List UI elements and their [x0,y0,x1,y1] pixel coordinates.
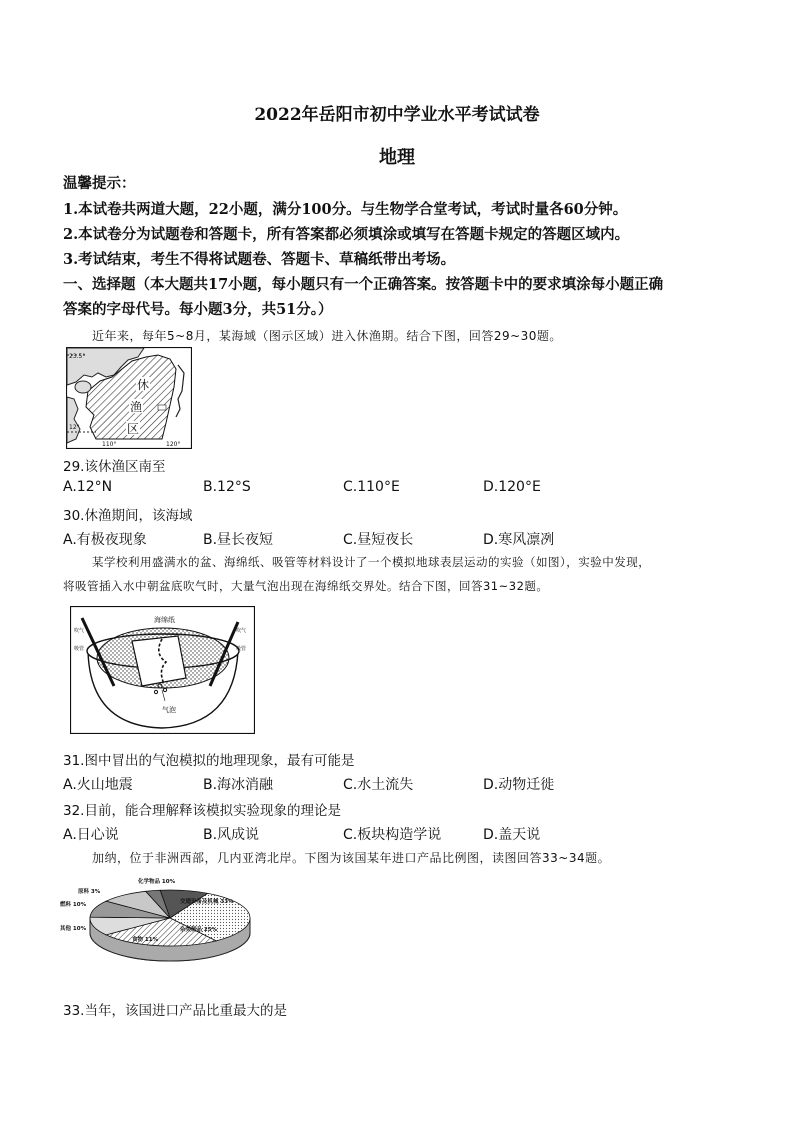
section1-heading-line2: 答案的字母代号。每小题3分，共51分。） [63,301,333,318]
label-blow-left: 吹气 [74,628,85,634]
pie-label-7: 原料 3% [78,889,101,895]
pie-label-2: 交通设备及机械 33% [180,899,234,905]
tip-1: 1.本试卷共两道大题，22小题，满分100分。与生物学合堂考试，考试时量各60分钟。 [63,201,628,218]
q31-option-d: D.动物迁徙 [483,777,555,793]
label-sponge-paper: 海绵纸 [154,616,175,624]
q30-option-d: D.寒风凛冽 [483,532,555,548]
tip-2: 2.本试卷分为试题卷和答题卡，所有答案都必须填涂或填写在答题卡规定的答题区域内。 [63,226,630,243]
subject-title: 地理 [379,147,415,168]
intro-31-32-line2: 将吸管插入水中朝盆底吹气时，大量气泡出现在海绵纸交界处。结合下图，回答31~32题。 [63,579,549,593]
question-30: 30.休渔期间，该海域 [63,508,193,524]
intro-29-30: 近年来，每年5~8月，某海域（图示区域）进入休渔期。结合下图，回答29~30题。 [92,329,562,343]
import-pie-chart [60,873,265,985]
q32-option-b: B.风成说 [203,827,260,843]
q31-option-b: B.海冰消融 [203,777,274,793]
map-zone-char-2: 渔 [130,400,143,414]
q31-option-a: A.火山地震 [63,777,133,793]
pie-label-3: 杂类制品 25% [180,927,218,933]
question-31: 31.图中冒出的气泡模拟的地理现象，最有可能是 [63,753,355,769]
q30-option-a: A.有极夜现象 [63,532,147,548]
intro-31-32-line1: 某学校利用盛满水的盆、海绵纸、吸管等材料设计了一个模拟地球表层运动的实验（如图），实验中发现， [92,555,651,569]
map-lat-bottom-label: 12° [69,424,80,431]
label-straw-right: 吸管 [236,646,247,652]
q29-option-b: B.12°S [203,479,251,495]
q31-option-c: C.水土流失 [343,777,414,793]
pie-label-4: 食物 11% [132,937,159,943]
experiment-basin-figure [70,606,255,734]
tip-3: 3.考试结束，考生不得将试题卷、答题卡、草稿纸带出考场。 [63,251,456,268]
q30-option-c: C.昼短夜长 [343,532,414,548]
pie-label-1: 化学物品 10% [138,879,176,885]
q32-option-d: D.盖天说 [483,827,541,843]
exam-title: 2022年岳阳市初中学业水平考试试卷 [254,105,540,125]
label-blow-right: 吹气 [236,628,247,634]
label-bubble: 气泡 [162,706,176,714]
q29-option-d: D.120°E [483,479,541,495]
q30-option-b: B.昼长夜短 [203,532,274,548]
tips-heading: 温馨提示： [63,175,136,192]
map-zone-char-1: 休 [137,378,150,392]
q29-option-a: A.12°N [63,479,113,495]
map-lon-left-label: 110° [102,441,117,448]
section1-heading-line1: 一、选择题（本大题共17小题，每小题只有一个正确答案。按答题卡中的要求填涂每小题正确 [63,276,664,293]
question-29: 29.该休渔区南至 [63,459,166,475]
pie-label-6: 燃料 10% [60,902,87,908]
question-33: 33.当年，该国进口产品比重最大的是 [63,1003,287,1019]
question-32: 32.目前，能合理解释该模拟实验现象的理论是 [63,803,341,819]
fishing-zone-map [66,347,192,449]
label-straw-left: 吸管 [74,646,85,652]
q29-option-c: C.110°E [343,479,400,495]
q32-option-a: A.日心说 [63,827,119,843]
map-zone-char-3: 区 [127,422,140,436]
q32-option-c: C.板块构造学说 [343,827,442,843]
intro-33-34: 加纳，位于非洲西部，几内亚湾北岸。下图为该国某年进口产品比例图，读图回答33~34题。 [92,851,611,865]
map-lon-right-label: 120° [166,441,181,448]
pie-label-5: 其他 10% [60,926,87,932]
map-lat-top-label: 23.5° [69,353,86,360]
